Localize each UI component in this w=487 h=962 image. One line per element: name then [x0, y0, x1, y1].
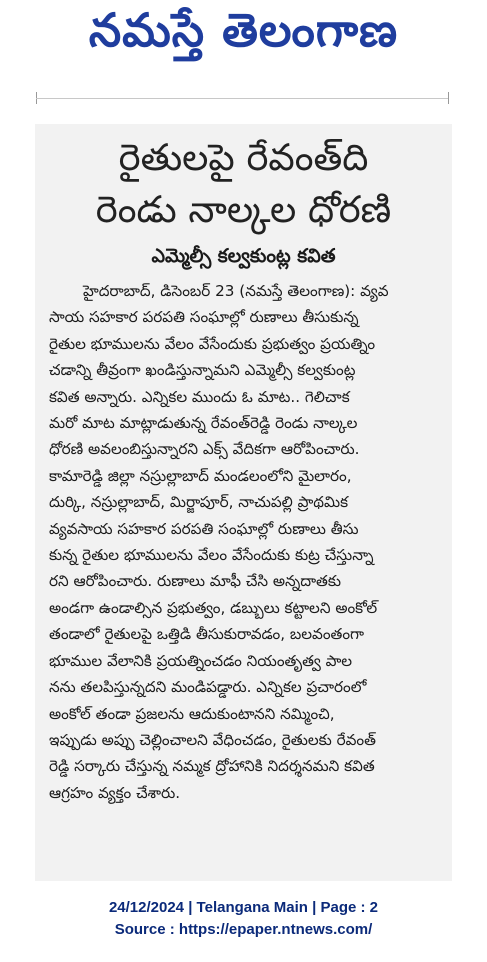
body-line: మరో మాట మాట్లాడుతున్న రేవంత్‌రెడ్డి రెండు నాల్కల: [49, 414, 358, 433]
body-line: రైతుల భూములను వేలం వేసేందుకు ప్రభుత్వం ప్రయత్నిం: [49, 334, 376, 353]
body-line: కున్న రైతుల భూములను వేలం వేసేందుకు కుట్ర చేస్తున్నా: [49, 546, 374, 565]
body-line: ఇప్పుడు అప్పు చెల్లించాలని వేధించడం, రైతులకు రేవంత్: [49, 730, 376, 749]
headline-line-2: రెండు నాల్కల ధోరణి: [95, 188, 392, 231]
body-line: భూముల వేలానికి ప్రయత్నించడం నియంతృత్వ పాల: [49, 651, 353, 670]
body-line: అండగా ఉండాల్సిన ప్రభుత్వం, డబ్బులు కట్టాలని అంకోల్: [49, 598, 378, 617]
footer-edition-info: 24/12/2024 | Telangana Main | Page : 2: [108, 899, 379, 916]
body-line: ఆగ్రహం వ్యక్తం చేశారు.: [49, 783, 181, 802]
body-line: సాయ సహకార పరపతి సంఘాల్లో రుణాలు తీసుకున్న: [49, 308, 359, 327]
body-line: అంకోల్ తండా ప్రజలను ఆదుకుంటానని నమ్మించి,: [49, 704, 335, 723]
body-line: దుర్కి, నస్రుల్లాబాద్, మిర్జాపూర్, నాచుపల్లి ప్రాథమిక: [49, 493, 348, 512]
article-byline: ఎమ్మెల్సీ కల్వకుంట్ల కవిత: [151, 245, 336, 267]
body-line: తండాలో రైతులపై ఒత్తిడి తీసుకురావడం, బలవంతంగా: [49, 625, 365, 644]
footer-source-link[interactable]: Source : https://epaper.ntnews.com/: [114, 921, 373, 938]
body-line: హైదరాబాద్, డిసెంబర్ 23 (నమస్తే తెలంగాణ): వ్యవ: [83, 282, 389, 300]
headline-line-1: రైతులపై రేవంత్‌ది: [118, 136, 369, 179]
article-clipping: [35, 124, 452, 881]
masthead-divider: [36, 98, 449, 99]
body-line: ధోరణి అవలంబిస్తున్నారని ఎక్స్ వేదికగా ఆరోపించారు.: [49, 440, 360, 459]
article-body: [49, 278, 438, 806]
body-line: వ్యవసాయ సహకార పరపతి సంఘాల్లో రుణాలు తీసు: [49, 519, 359, 538]
body-line: కవిత అన్నారు. ఎన్నికల ముందు ఓ మాట.. గెలిచాక: [49, 387, 350, 406]
body-line: నను తలపిస్తున్నదని మండిపడ్డారు. ఎన్నికల ప్రచారంలో: [49, 678, 367, 697]
body-line: కామారెడ్డి జిల్లా నస్రుల్లాబాద్ మండలంలోని మైలారం,: [49, 466, 352, 485]
article-headline: [49, 132, 438, 236]
masthead-divider-right-tick: [448, 92, 449, 104]
body-line: చడాన్ని తీవ్రంగా ఖండిస్తున్నామని ఎమ్మెల్సీ కల్వకుంట్ల: [49, 361, 356, 380]
masthead: [0, 0, 487, 72]
body-line: రని ఆరోపించారు. రుణాలు మాఫీ చేసి అన్నదాతకు: [49, 572, 342, 591]
masthead-title: నమస్తే తెలంగాణ: [88, 3, 399, 57]
body-line: రెడ్డి సర్కారు చేస్తున్న నమ్మక ద్రోహానికి నిదర్శనమని కవిత: [49, 757, 375, 776]
